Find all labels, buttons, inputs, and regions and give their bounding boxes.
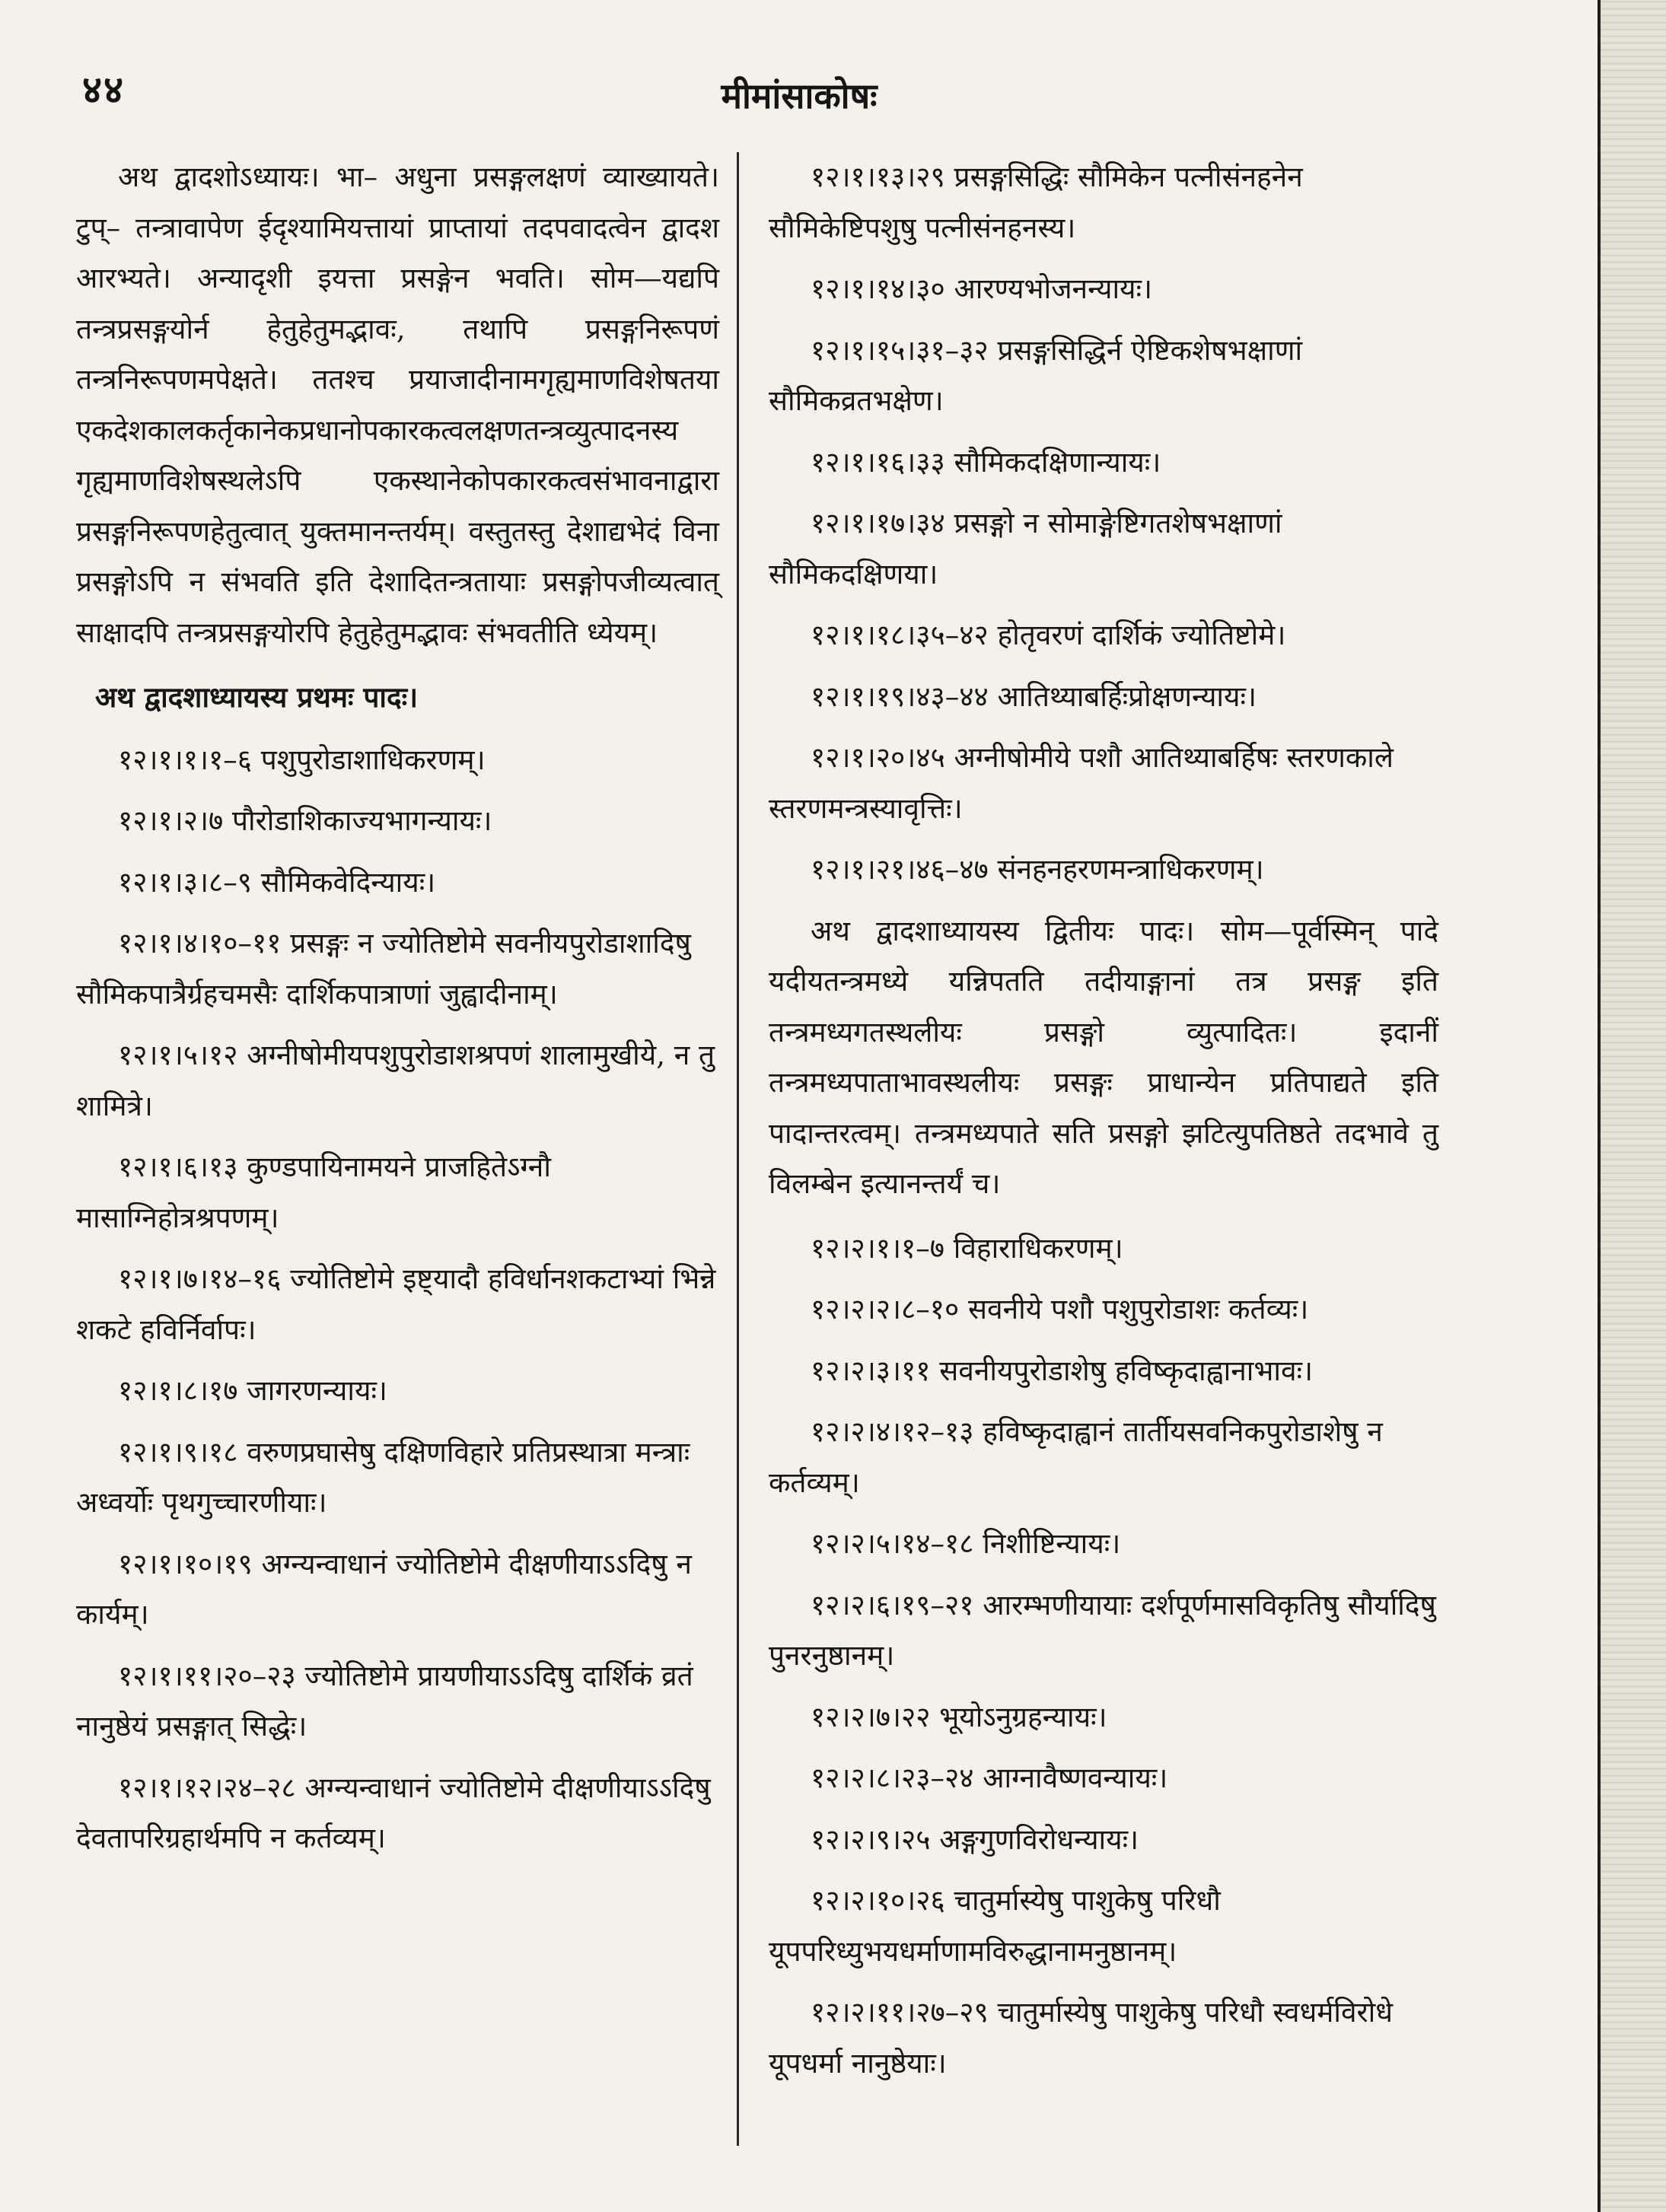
adhikarana-entry: १२।२।१।१–७ विहाराधिकरणम्। xyxy=(811,1231,1123,1265)
adhikarana-entry: १२।१।१४।३० आरण्यभोजनन्यायः। xyxy=(811,272,1152,305)
page-number: ४४ xyxy=(82,67,125,112)
adhikarana-entry: १२।२।२।८–१० सवनीये पशौ पशुपुरोडाशः कर्तव्यः। xyxy=(811,1293,1309,1326)
adhikarana-entry: १२।१।१६।३३ सौमिकदक्षिणान्यायः। xyxy=(811,445,1161,479)
adhikarana-entry: १२।१।१३।२९ प्रसङ्गसिद्धिः सौमिकेन पत्नीसंनहनेन सौमिकेष्टिपशुषु पत्नीसंनहनस्य। xyxy=(769,161,1303,244)
adhikarana-entry: १२।२।११।२७–२९ चातुर्मास्येषु पाशुकेषु परिधौ स्वधर्मविरोधे यूपधर्मा नानुष्ठेयाः। xyxy=(769,1996,1393,2080)
adhikarana-entry: १२।२।५।१४–१८ निशीष्टिन्यायः। xyxy=(811,1527,1121,1560)
adhikarana-entry: १२।२।८।२३–२४ आग्नावैष्णवन्यायः। xyxy=(811,1762,1168,1794)
adhikarana-entry: १२।१।१८।३५–४२ होतृवरणं दार्शिकं ज्योतिष्टोमे। xyxy=(811,619,1286,651)
section-heading: अथ द्वादशाध्यायस्य प्रथमः पादः। xyxy=(95,680,419,714)
column-divider xyxy=(737,152,739,2146)
running-title: मीमांसाकोषः xyxy=(721,75,878,116)
adhikarana-entry: १२।१।१२।२४–२८ अग्न्यन्वाधानं ज्योतिष्टोमे दीक्षणीयाऽऽदिषु देवतापरिग्रहार्थमपि न कर्तव्यम्। xyxy=(76,1771,711,1854)
adhikarana-entry: १२।२।७।२२ भूयोऽनुग्रहन्यायः। xyxy=(811,1700,1107,1733)
adhikarana-entry: १२।१।८।१७ जागरणन्यायः। xyxy=(118,1374,387,1407)
adhikarana-entry: १२।१।१।१–६ पशुपुरोडाशाधिकरणम्। xyxy=(118,743,486,776)
page-edge-scan-artifact xyxy=(1598,0,1666,2212)
adhikarana-entry: १२।२।९।२५ अङ्गगुणविरोधन्यायः। xyxy=(811,1822,1139,1856)
adhikarana-entry: १२।१।१७।३४ प्रसङ्गो न सोमाङ्गेष्टिगतशेषभक्षाणां सौमिकदक्षिणया। xyxy=(769,507,1282,590)
adhikarana-entry: १२।१।२।७ पौरोडाशिकाज्यभागन्यायः। xyxy=(118,804,492,837)
adhikarana-entry: १२।१।५।१२ अग्नीषोमीयपशुपुरोडाशश्रपणं शालामुखीये, न तु शामित्रे। xyxy=(76,1039,715,1122)
adhikarana-entry: १२।१।७।१४–१६ ज्योतिष्टोमे इष्ट्यादौ हविर्धानशकटाभ्यां भिन्ने शकटे हविर्निर्वापः। xyxy=(76,1262,716,1346)
adhikarana-entry: १२।२।६।१९–२१ आरम्भणीयायाः दर्शपूर्णमासविकृतिषु सौर्यादिषु पुनरनुष्ठानम्। xyxy=(769,1588,1436,1672)
adhikarana-entry: १२।१।२१।४६–४७ संनहनहरणमन्त्राधिकरणम्। xyxy=(811,853,1264,886)
commentary-paragraph: अथ द्वादशोऽध्यायः। भा– अधुना प्रसङ्गलक्षणं व्याख्यायते। टुप्– तन्त्रावापेण ईदृश्यामियत्तायां प्राप्तायां तदपवादत्वेन द्वादश आरभ्यते। अन्यादृशी इयत्ता प्रसङ्गेन भवति। सोम—यद्यपि तन्त्रप्रसङ्गयोर्न हेतुहेतुमद्भावः, तथापि प्रसङ्गनिरूपणं तन्त्रनिरूपणमपेक्षते। ततश्च प्रयाजादीनामगृह्यमाणविशेषतया एकदेशकालकर्तृकानेकप्रधानोपकारकत्वलक्षणतन्त्रव्युत्पादनस्य गृह्यमाणविशेषस्थलेऽपि एकस्थानेकोपकारकत्वसंभावनाद्वारा प्रसङ्गनिरूपणहेतुत्वात् युक्तमानन्तर्यम्। वस्तुतस्तु देशाद्यभेदं विना प्रसङ्गोऽपि न संभवति इति देशादितन्त्रतायाः प्रसङ्गोपजीव्यत्वात् साक्षादपि तन्त्रप्रसङ्गयोरपि हेतुहेतुमद्भावः संभवतीति ध्येयम्। xyxy=(76,161,719,649)
right-column xyxy=(769,152,1438,2099)
adhikarana-entry: १२।१।१९।४३–४४ आतिथ्याबर्हिःप्रोक्षणन्यायः। xyxy=(811,680,1257,713)
adhikarana-entry: १२।१।२०।४५ अग्नीषोमीये पशौ आतिथ्याबर्हिषः स्तरणकाले स्तरणमन्त्रस्यावृत्तिः। xyxy=(769,741,1394,825)
adhikarana-entry: १२।१।३।८–९ सौमिकवेदिन्यायः। xyxy=(118,865,436,899)
left-column xyxy=(76,152,719,1875)
commentary-paragraph: अथ द्वादशाध्यायस्य द्वितीयः पादः। सोम—पूर्वस्मिन् पादे यदीयतन्त्रमध्ये यन्निपतति तदीयाङ्गानां तत्र प्रसङ्ग इति तन्त्रमध्यगतस्थलीयः प्रसङ्गो व्युत्पादितः। इदानीं तन्त्रमध्यपाताभावस्थलीयः प्रसङ्गः प्राधान्येन प्रतिपाद्यते इति पादान्तरत्वम्। तन्त्रमध्यपाते सति प्रसङ्गो झटित्युपतिष्ठते तदभावे तु विलम्बेन इत्यानन्तर्यं च। xyxy=(769,914,1438,1200)
adhikarana-entry: १२।१।१५।३१–३२ प्रसङ्गसिद्धिर्न ऐष्टिकशेषभक्षाणां सौमिकव्रतभक्षेण। xyxy=(769,333,1303,417)
adhikarana-entry: १२।१।६।१३ कुण्डपायिनामयने प्राजहितेऽग्नौ मासाग्निहोत्रश्रपणम्। xyxy=(76,1151,551,1234)
adhikarana-entry: १२।१।९।१८ वरुणप्रघासेषु दक्षिणविहारे प्रतिप्रस्थात्रा मन्त्राः अध्वर्योः पृथगुच्चारणीयाः। xyxy=(76,1435,690,1519)
adhikarana-entry: १२।१।११।२०–२३ ज्योतिष्टोमे प्रायणीयाऽऽदिषु दार्शिकं व्रतं नानुष्ठेयं प्रसङ्गात् सिद्धेः। xyxy=(76,1659,693,1743)
adhikarana-entry: १२।२।३।११ सवनीयपुरोडाशेषु हविष्कृदाह्वानाभावः। xyxy=(811,1354,1314,1387)
adhikarana-entry: १२।२।१०।२६ चातुर्मास्येषु पाशुकेषु परिधौ यूपपरिध्युभयधर्माणामविरुद्धानामनुष्ठानम्। xyxy=(769,1884,1221,1968)
adhikarana-entry: १२।१।१०।१९ अग्न्यन्वाधानं ज्योतिष्टोमे दीक्षणीयाऽऽदिषु न कार्यम्। xyxy=(76,1547,692,1631)
adhikarana-entry: १२।१।४।१०–११ प्रसङ्गः न ज्योतिष्टोमे सवनीयपुरोडाशादिषु सौमिकपात्रैर्ग्रहचमसैः दार्शिकपात्राणां जुह्वादीनाम्। xyxy=(76,927,691,1011)
adhikarana-entry: १२।२।४।१२–१३ हविष्कृदाह्वानं तार्तीयसवनिकपुरोडाशेषु न कर्तव्यम्। xyxy=(769,1415,1383,1499)
